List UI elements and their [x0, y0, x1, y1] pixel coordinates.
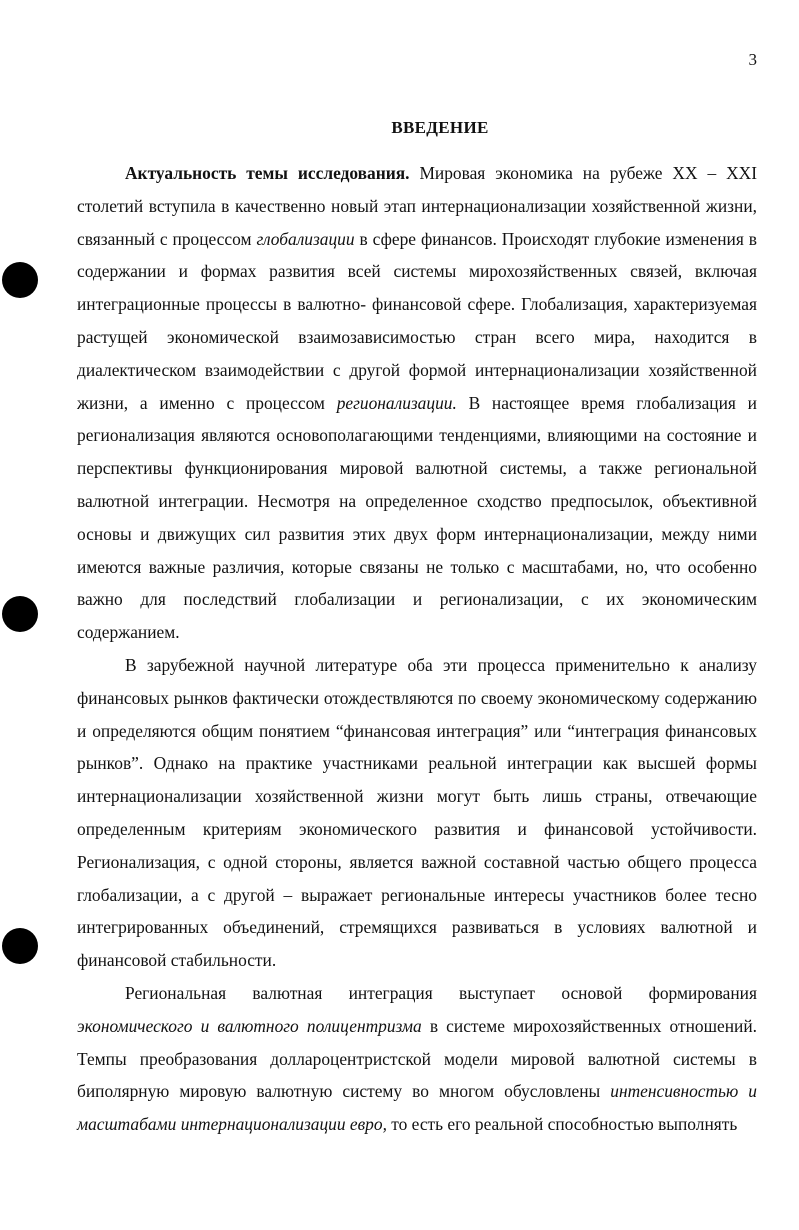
- paragraph-2: В зарубежной научной литературе оба эти процесса применительно к анализу финансовых рынков фактически отождествляются по своему экономическому содержанию и определяются общим понятием “финансовая интеграция” или “интеграция финансовых рынков”. Однако на практике участниками реальной интеграции как высшей формы интернационализации хозяйственной жизни могут быть лишь страны, отвечающие определенным критериям экономического развития и финансовой устойчивости. Регионализация, с одной стороны, является важной составной частью общего процесса глобализации, а с другой – выражает региональные интересы участников более тесно интегрированных объединений, стремящихся развиваться в условиях валютной и финансовой стабильности.: [77, 654, 757, 971]
- binder-hole: [2, 262, 38, 298]
- paragraph-1-text-3: В настоящее время глобализация и регионализация являются основополагающими тенденциями, влияющими на состояние и перспективы функционирования мировой валютной системы, а также региональной валютной интеграции. Несмотря на определенное сходство предпосылок, объективной основы и движущих сил развития этих двух форм интернационализации, между ними имеются важные различия, которые связаны не только с масштабами, но, что особенно важно для последствий глобализации и регионализации, с их экономическим содержанием.: [77, 392, 757, 643]
- page-number: 3: [748, 50, 757, 69]
- paragraph-1: [77, 157, 757, 649]
- paragraph-1-italic-2: регионализации.: [336, 392, 457, 413]
- paragraph-3: [77, 977, 757, 1141]
- body-text: [77, 157, 757, 1141]
- page-title: ВВЕДЕНИЕ: [391, 118, 489, 137]
- paragraph-3-italic-2: интенсивностью и масштабами интернационализации евро,: [77, 1081, 757, 1135]
- paragraph-1-text-1: Мировая экономика на рубеже XX – XXI столетий вступила в качественно новый этап интернационализации хозяйственной жизни, связанный с процессом: [77, 163, 757, 249]
- binder-hole: [2, 928, 38, 964]
- binder-hole: [2, 596, 38, 632]
- paragraph-1-text-2: в сфере финансов. Происходят глубокие изменения в содержании и формах развития всей системы мирохозяйственных связей, включая интеграционные процессы в валютно- финансовой сфере. Глобализация, характеризуемая растущей экономической взаимозависимостью стран всего мира, находится в диалектическом взаимодействии с другой формой интернационализации хозяйственной жизни, а именно с процессом: [77, 228, 757, 413]
- paragraph-1-italic-1: глобализации: [256, 228, 355, 249]
- paragraph-3-italic-1: экономического и валютного полицентризма: [77, 1015, 422, 1036]
- paragraph-3-text-1: Региональная валютная интеграция выступает основой формирования: [125, 982, 757, 1003]
- paragraph-3-text-2: в системе мирохозяйственных отношений. Темпы преобразования доллароцентристской модели мировой валютной системы в биполярную мировую валютную систему во многом обусловлены: [77, 1015, 757, 1102]
- paragraph-1-lead: Актуальность темы исследования.: [125, 163, 410, 183]
- paragraph-3-text-3: то есть его реальной способностью выполнять: [386, 1114, 738, 1135]
